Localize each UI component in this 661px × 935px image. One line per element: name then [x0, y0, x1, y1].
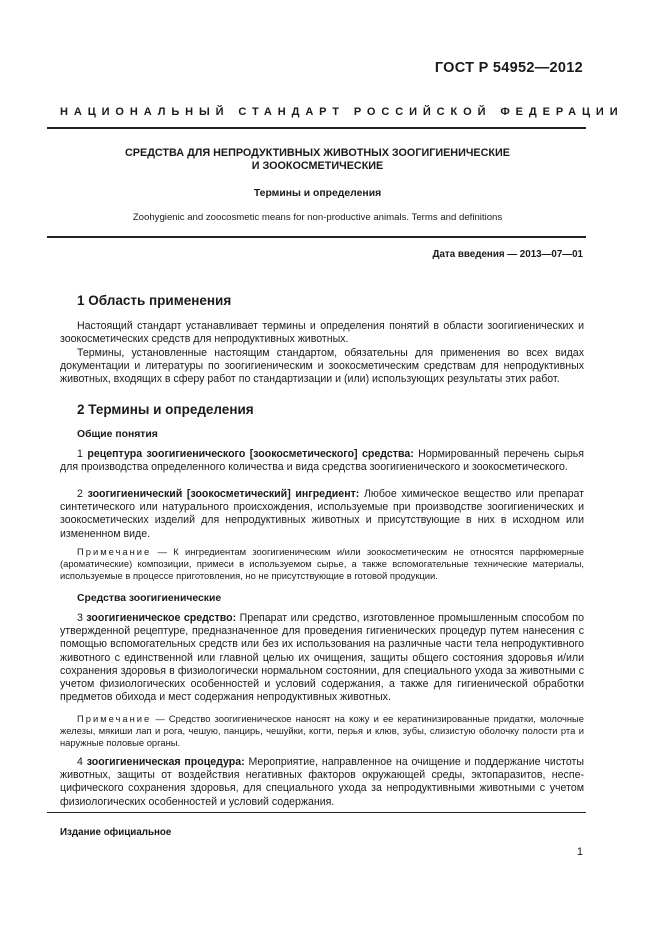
term-4 — [60, 756, 584, 809]
footer-rule — [47, 812, 586, 813]
national-standard-banner: НАЦИОНАЛЬНЫЙ СТАНДАРТ РОССИЙСКОЙ ФЕДЕРАЦИИ — [60, 106, 624, 118]
title-line-2: И ЗООКОСМЕТИЧЕСКИЕ — [251, 160, 384, 172]
section-2-heading: 2 Термины и определения — [77, 402, 254, 417]
term-3-number: 3 — [77, 612, 83, 624]
term-2 — [60, 488, 584, 541]
section-1-paragraph-2: Термины, установленные настоящим стандартом, обязательны для применения во всех видах документации и литературы по зоогигиеническим и зоокосметическим средствам для непродуктивных животных, входящих в сферу работ по стандартизации и (или) использующих результаты этих работ. — [60, 347, 584, 386]
english-title: Zoohygienic and zoocosmetic means for non-productive animals. Terms and definitions — [132, 212, 503, 223]
section-1-paragraph-1: Настоящий стандарт устанавливает термины и определения понятий в области зоогигиенических и зоокосметических средств для непродуктивных животных. — [60, 320, 584, 346]
term-2-number: 2 — [77, 488, 83, 500]
note-1 — [60, 546, 584, 582]
introduction-date: Дата введения — 2013—07—01 — [432, 249, 583, 260]
title-line-1: СРЕДСТВА ДЛЯ НЕПРОДУКТИВНЫХ ЖИВОТНЫХ ЗООГИГИЕНИЧЕСКИЕ — [125, 147, 510, 159]
term-2-name: зоогигиенический [зоокосметический] ингредиент: — [87, 488, 360, 500]
note-2-text: — Средство зоогигиеническое наносят на кожу и ее кератинизированные придатки, молочные железы, мякиши лап и рога, чешую, панцирь, чешуйки, когти, перья и клюв, зубы, слизистую оболочку полости рта и наружные половые органы. — [60, 713, 584, 748]
term-4-number: 4 — [77, 756, 83, 768]
term-3-name: зоогигиеническое средство: — [86, 612, 237, 624]
document-subtitle: Термины и определения — [253, 188, 382, 199]
title-rule — [47, 236, 586, 238]
document-number: ГОСТ Р 54952—2012 — [434, 60, 583, 76]
zoohygienic-means-heading: Средства зоогигиенические — [77, 593, 222, 604]
term-3-definition: Препарат или средство, изготовленное промышленным способом по утвержденной рецептуре, предназначенное для проведения гигиенических процедур путем нанесения с помощью вспомогательных средств или без их использования на различные части тела непродуктивного животного с единственной или главной целью их очищения, защиты общего состояния здоровья и/или сохранения здоровья в физиологически нормальном состоянии, для специального ухода за животными с учетом физиологических особенностей и условий содержания, а также для гигиенической обработки предметов обихода и мест содержания непродуктивных животных. — [60, 612, 584, 704]
section-1-heading: 1 Область применения — [77, 293, 232, 308]
general-concepts-heading: Общие понятия — [77, 429, 158, 440]
note-1-label: Примечание — [77, 546, 152, 557]
term-4-name: зоогигиеническая процедура: — [86, 756, 245, 768]
term-4-definition: Мероприятие, направленное на очищение и поддержание чистоты животных, защиты от воздействия негативных факторов окружающей среды, эктопаразитов, неспе-цифического сохранения здоровья, для специального ухода за непродуктивными животными с учетом физиологических особенностей и условий содержания. — [60, 756, 584, 808]
term-1-number: 1 — [77, 448, 83, 460]
term-1 — [60, 448, 584, 474]
note-1-text: — К ингредиентам зоогигиеническим и/или зоокосметическим не относятся парфюмерные (ароматические) композиции, примеси в используемом сырье, а также вспомогательные технические материалы, используемые в процессе приготовления, но не присутствующие в готовой продукции. — [60, 546, 584, 581]
note-2 — [60, 713, 584, 749]
term-1-definition: Нормированный перечень сырья для производства определенного количества и вида средства зоогигиенического и зоокосметического. — [60, 448, 585, 474]
header-rule — [47, 127, 586, 129]
official-edition-label: Издание официальное — [60, 827, 172, 838]
page-number: 1 — [576, 846, 583, 858]
document-title — [60, 147, 575, 173]
term-1-name: рецептура зоогигиенического [зоокосметического] средства: — [87, 448, 414, 460]
term-2-definition: Любое химическое вещество или препарат синтетического или натурального происхождения, используемые при производстве зоогигиенических и зоокосметических изделий для непродуктивных животных и присутствующие в них в исходном или измененном виде. — [60, 488, 584, 540]
term-3 — [60, 612, 584, 704]
note-2-label: Примечание — [77, 713, 152, 724]
